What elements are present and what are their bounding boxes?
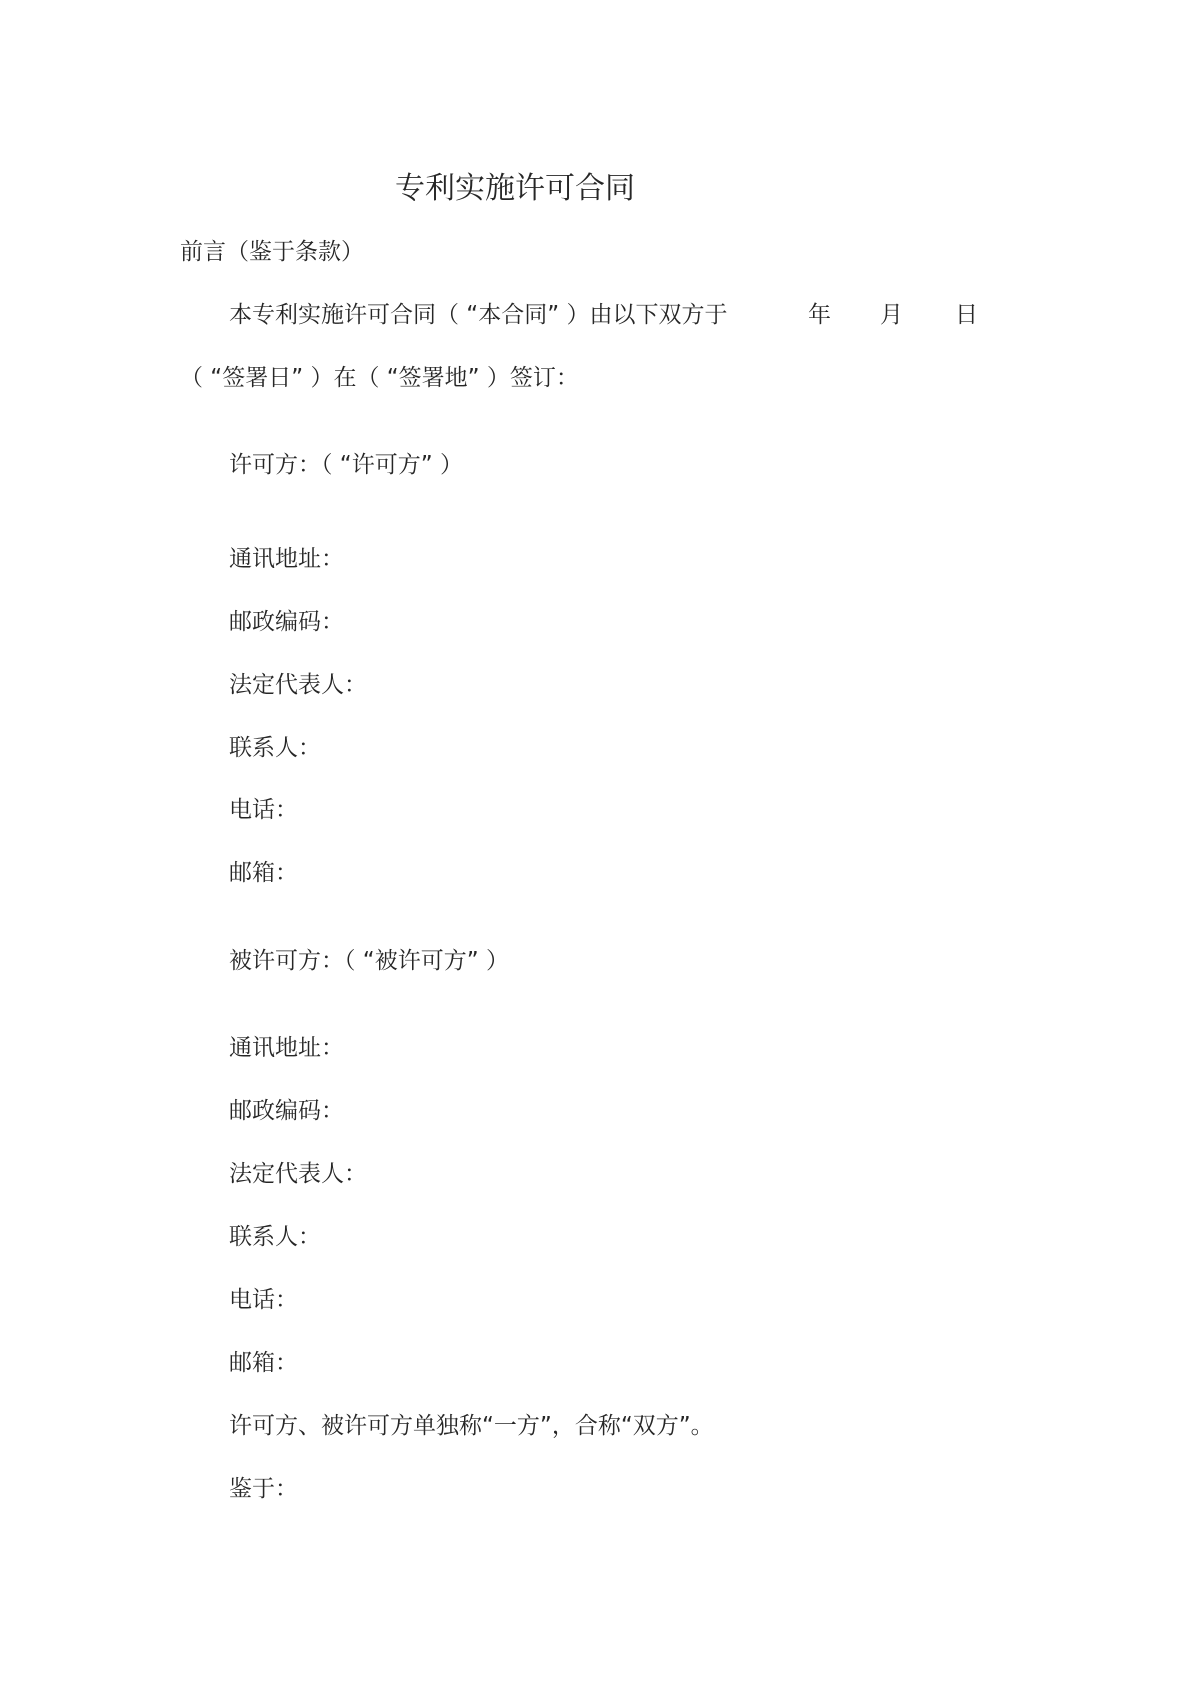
licensor-legal-rep-label: 法定代表人： bbox=[229, 672, 367, 698]
licensor-email-label: 邮箱： bbox=[229, 860, 298, 886]
licensor-postcode-label: 邮政编码： bbox=[229, 609, 344, 635]
licensor-address-label: 通讯地址： bbox=[229, 546, 344, 572]
licensor-heading: 许可方：（ “许可方” ） bbox=[229, 452, 463, 478]
parties-note: 许可方、被许可方单独称“一方”，合称“双方”。 bbox=[229, 1413, 714, 1439]
intro-line-1: 本专利实施许可合同（ “本合同” ）由以下双方于 bbox=[229, 302, 728, 328]
year-label: 年 bbox=[808, 302, 831, 328]
licensee-postcode-label: 邮政编码： bbox=[229, 1098, 344, 1124]
preamble-heading: 前言（鉴于条款） bbox=[180, 239, 364, 265]
licensor-contact-label: 联系人： bbox=[229, 735, 321, 761]
month-label: 月 bbox=[880, 302, 903, 328]
licensee-address-label: 通讯地址： bbox=[229, 1035, 344, 1061]
licensee-heading: 被许可方：（ “被许可方” ） bbox=[229, 948, 509, 974]
licensee-contact-label: 联系人： bbox=[229, 1224, 321, 1250]
whereas-label: 鉴于： bbox=[229, 1476, 298, 1502]
licensee-email-label: 邮箱： bbox=[229, 1350, 298, 1376]
intro-line-2: （ “签署日” ）在（ “签署地” ）签订： bbox=[180, 365, 579, 391]
day-label: 日 bbox=[955, 302, 978, 328]
licensor-phone-label: 电话： bbox=[229, 797, 298, 823]
document-title: 专利实施许可合同 bbox=[395, 171, 635, 206]
licensee-legal-rep-label: 法定代表人： bbox=[229, 1161, 367, 1187]
licensee-phone-label: 电话： bbox=[229, 1287, 298, 1313]
